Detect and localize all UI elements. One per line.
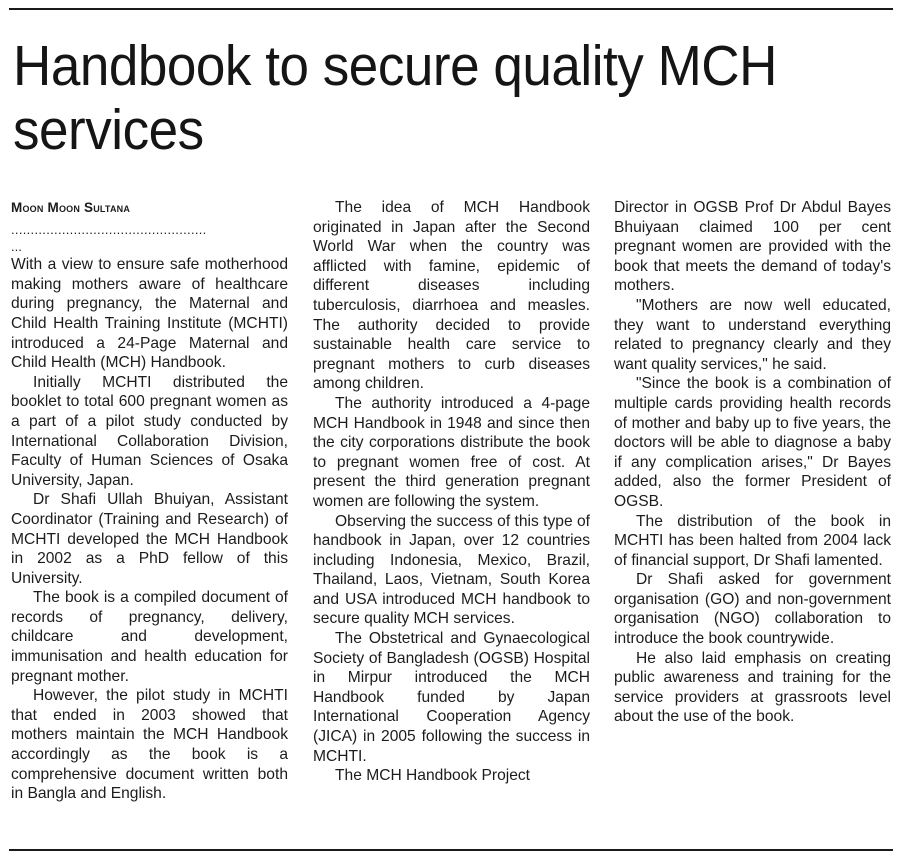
paragraph: The Obstetrical and Gynaecological Society of Bangladesh (OGSB) Hospital in Mirpur introduced the MCH Handbook funded by Japan International Cooperation Agency (JICA) in 2005 following the success in MCHTI. [313, 630, 590, 765]
article-column-3 [614, 198, 891, 727]
byline: Moon Moon Sultana [11, 200, 131, 215]
paragraph: The authority introduced a 4-page MCH Handbook in 1948 and since then the city corporations distribute the book to pregnant women free of cost. At present the third generation pregnant women are following the system. [313, 394, 590, 510]
paragraph: He also laid emphasis on creating public awareness and training for the service providers at grassroots level about the use of the book. [614, 649, 891, 726]
paragraph: The distribution of the book in MCHTI has been halted from 2004 lack of financial support, Dr Shafi lamented. [614, 512, 891, 569]
paragraph: Dr Shafi asked for government organisation (GO) and non-government organisation (NGO) collaboration to introduce the book countrywide. [614, 571, 891, 648]
article-column-1 [11, 198, 288, 804]
paragraph: With a view to ensure safe motherhood making mothers aware of healthcare during pregnancy, the Maternal and Child Health Training Institute (MCHTI) introduced a 24-Page Maternal and Child Health (MCH) Handbook. [11, 256, 288, 372]
byline-dots-tail: ... [11, 239, 22, 255]
paragraph: Initially MCHTI distributed the booklet to total 600 pregnant women as a part of a pilot study conducted by International Collaboration Division, Faculty of Human Sciences of Osaka University, Japan. [11, 373, 288, 489]
paragraph: The idea of MCH Handbook originated in Japan after the Second World War when the country was afflicted with famine, epidemic of different diseases including tuberculosis, diarrhoea and measles. The authority decided to provide sustainable health care service to pregnant mothers to curb diseases among children. [313, 199, 590, 393]
paragraph: "Since the book is a combination of multiple cards providing health records of mother and baby up to five years, the doctors will be able to diagnose a baby if any complication arises," Dr Bayes added, also the former President of OGSB. [614, 375, 891, 510]
bottom-rule [9, 849, 893, 851]
paragraph: The MCH Handbook Project [335, 767, 531, 785]
paragraph: Dr Shafi Ullah Bhuiyan, Assistant Coordinator (Training and Research) of MCHTI developed the MCH Handbook in 2002 as a PhD fellow of this University. [11, 491, 288, 587]
paragraph-continued: Director in OGSB Prof Dr Abdul Bayes Bhuiyaan claimed 100 per cent pregnant women are provided with the book that meets the demand of today's mothers. [614, 199, 891, 295]
article-headline: Handbook to secure quality MCH services [13, 34, 777, 162]
paragraph: Observing the success of this type of handbook in Japan, over 12 countries including Indonesia, Mexico, Brazil, Thailand, Laos, Vietnam, South Korea and USA introduced MCH handbook to secure quality MCH services. [313, 512, 590, 628]
byline-dots: .................................................. [11, 221, 207, 237]
article-column-2 [313, 198, 590, 786]
paragraph: However, the pilot study in MCHTI that ended in 2003 showed that mothers maintain the MCH Handbook accordingly as the book is a comprehensive document written both in Bangla and English. [11, 687, 288, 803]
top-rule [9, 8, 893, 10]
paragraph: The book is a compiled document of records of pregnancy, delivery, childcare and development, immunisation and health education for pregnant mother. [11, 589, 288, 685]
paragraph: "Mothers are now well educated, they want to understand everything related to pregnancy clearly and they want quality services," he said. [614, 296, 891, 373]
